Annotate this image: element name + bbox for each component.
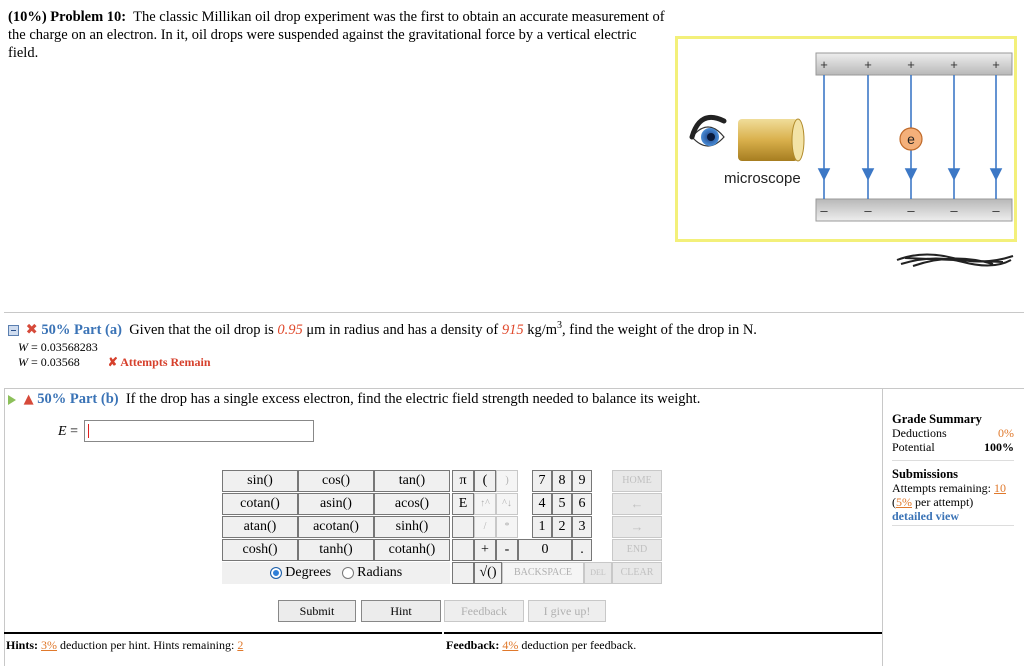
per-attempt-row: (5% per attempt) — [892, 495, 974, 509]
problem-text: The classic Millikan oil drop experiment was the first to obtain an accurate measurement of the charge on an electron. In it, oil drops were suspended against the gravitational force by a vertical electric field. — [8, 9, 665, 61]
density-exponent: 3 — [557, 320, 563, 331]
cotan-key[interactable]: cotan() — [222, 493, 298, 515]
microscope-label: microscope — [724, 170, 801, 187]
delete-key[interactable]: DEL — [584, 562, 612, 584]
warning-icon: ▲ — [23, 392, 34, 407]
deductions-value: 0% — [998, 426, 1014, 440]
part-a-percent: 50% — [41, 321, 71, 338]
digit-2-key[interactable]: 2 — [552, 516, 572, 538]
minus-sign: – — [864, 203, 872, 218]
density-unit: kg/m — [527, 321, 558, 338]
feedback-percent: 4% — [502, 638, 519, 652]
blank-key — [452, 516, 474, 538]
part-b-title — [8, 391, 700, 408]
minus-sign: – — [992, 203, 1000, 218]
plus-sign: + — [907, 57, 915, 72]
plus-sign: + — [992, 57, 1000, 72]
divider — [882, 388, 883, 666]
asin-key[interactable]: asin() — [298, 493, 374, 515]
part-a-question-prefix: Given that the oil drop is — [129, 321, 274, 338]
plus-key[interactable]: + — [474, 539, 496, 561]
down-arrow-key[interactable]: ^↓ — [496, 493, 518, 515]
e-key[interactable]: E — [452, 493, 474, 515]
potential-row — [892, 440, 1014, 454]
drop-label: e — [907, 131, 915, 147]
part-b-question: If the drop has a single excess electron, find the electric field strength needed to balance its weight. — [125, 391, 701, 407]
problem-statement — [8, 8, 668, 62]
per-attempt-label: per attempt) — [915, 495, 974, 509]
minus-sign: – — [820, 203, 828, 218]
part-a-question-suffix: , find the weight of the drop in N. — [562, 321, 757, 338]
up-arrow-key[interactable]: ↑^ — [474, 493, 496, 515]
digit-4-key[interactable]: 4 — [532, 493, 552, 515]
answer-var: W — [18, 355, 28, 369]
home-key[interactable]: HOME — [612, 470, 662, 492]
pi-key[interactable]: π — [452, 470, 474, 492]
answer-equals: = — [70, 424, 78, 439]
acotan-key[interactable]: acotan() — [298, 516, 374, 538]
tanh-key[interactable]: tanh() — [298, 539, 374, 561]
per-attempt-value: 5% — [896, 495, 912, 509]
problem-weight: (10%) — [8, 9, 47, 25]
grade-summary — [892, 412, 1014, 526]
angle-mode-group — [222, 562, 450, 584]
open-paren-key[interactable]: ( — [474, 470, 496, 492]
calculator — [222, 470, 664, 586]
atan-key[interactable]: atan() — [222, 516, 298, 538]
radius-value: 0.95 — [277, 321, 303, 338]
acos-key[interactable]: acos() — [374, 493, 450, 515]
digit-5-key[interactable]: 5 — [552, 493, 572, 515]
hints-percent: 3% — [41, 638, 58, 652]
left-arrow-key[interactable]: ← — [612, 493, 662, 515]
blank-key — [452, 562, 474, 584]
digit-9-key[interactable]: 9 — [572, 470, 592, 492]
divider — [892, 460, 1014, 461]
plus-sign: + — [950, 57, 958, 72]
signature-scribble — [893, 248, 1018, 270]
potential-value: 100% — [984, 440, 1014, 454]
answer-input[interactable] — [84, 420, 314, 442]
sin-key[interactable]: sin() — [222, 470, 298, 492]
feedback-label: Feedback: — [446, 638, 500, 652]
right-arrow-key[interactable]: → — [612, 516, 662, 538]
blank-key — [452, 539, 474, 561]
attempts-row — [892, 481, 1014, 495]
give-up-button[interactable]: I give up! — [528, 600, 606, 622]
dot-key[interactable]: . — [572, 539, 592, 561]
density-value: 915 — [501, 321, 524, 338]
attempts-remain-badge: ✘ Attempts Remain — [107, 355, 211, 369]
attempts-value: 10 — [993, 481, 1006, 495]
answer-value: = 0.03568283 — [31, 340, 98, 354]
answer-value: = 0.03568 — [31, 355, 80, 369]
digit-6-key[interactable]: 6 — [572, 493, 592, 515]
clear-key[interactable]: CLEAR — [612, 562, 662, 584]
digit-8-key[interactable]: 8 — [552, 470, 572, 492]
submissions-title: Submissions — [892, 467, 959, 481]
degrees-label: Degrees — [285, 565, 332, 580]
divide-key[interactable]: / — [474, 516, 496, 538]
detailed-view-link[interactable]: detailed view — [892, 509, 1014, 526]
plus-sign: + — [864, 57, 872, 72]
answer-var: E — [58, 424, 67, 439]
cotanh-key[interactable]: cotanh() — [374, 539, 450, 561]
radians-label: Radians — [357, 565, 403, 580]
expand-arrow-icon[interactable] — [8, 395, 16, 405]
microscope-tube — [738, 119, 798, 161]
submit-button[interactable]: Submit — [278, 600, 356, 622]
part-a-label: Part (a) — [74, 321, 122, 338]
answer-var: W — [18, 340, 28, 354]
hints-bar — [4, 632, 442, 666]
cosh-key[interactable]: cosh() — [222, 539, 298, 561]
minus-key[interactable]: - — [496, 539, 518, 561]
hint-button[interactable]: Hint — [361, 600, 441, 622]
digit-0-key[interactable]: 0 — [518, 539, 572, 561]
tan-key[interactable]: tan() — [374, 470, 450, 492]
answer-history-1 — [18, 340, 98, 355]
hints-remaining: 2 — [237, 638, 244, 652]
millikan-diagram — [678, 39, 1014, 239]
part-b-label: Part (b) — [69, 391, 119, 407]
hints-text: deduction per hint. Hints remaining: — [60, 638, 235, 652]
close-paren-key[interactable]: ) — [496, 470, 518, 492]
answer-label — [58, 424, 78, 440]
end-key[interactable]: END — [612, 539, 662, 561]
potential-label: Potential — [892, 440, 935, 454]
feedback-bar — [444, 632, 882, 666]
digit-7-key[interactable]: 7 — [532, 470, 552, 492]
incorrect-icon: ✖ — [25, 321, 38, 338]
part-b-percent: 50% — [37, 391, 67, 407]
degrees-radio[interactable] — [270, 567, 282, 579]
radians-radio[interactable] — [342, 567, 354, 579]
minus-sign: – — [950, 203, 958, 218]
answer-history-2 — [18, 355, 211, 370]
feedback-button[interactable]: Feedback — [444, 600, 524, 622]
deductions-label: Deductions — [892, 426, 947, 440]
grade-summary-title: Grade Summary — [892, 412, 982, 426]
digit-1-key[interactable]: 1 — [532, 516, 552, 538]
attempts-label: Attempts remaining: — [892, 481, 991, 495]
attempts-remain-text: Attempts Remain — [120, 355, 211, 369]
collapse-icon[interactable] — [8, 325, 19, 336]
feedback-text: deduction per feedback. — [521, 638, 637, 652]
sqrt-key[interactable]: √() — [474, 562, 502, 584]
part-a — [8, 320, 1018, 380]
divider — [4, 312, 1024, 313]
minus-sign: – — [907, 203, 915, 218]
part-a-title-line — [8, 320, 757, 339]
text-cursor — [88, 424, 89, 438]
millikan-figure — [675, 36, 1017, 242]
backspace-key[interactable]: BACKSPACE — [502, 562, 584, 584]
deductions-row — [892, 426, 1014, 440]
eye-icon — [692, 117, 724, 146]
multiply-key[interactable]: * — [496, 516, 518, 538]
hints-label: Hints: — [6, 638, 39, 652]
digit-3-key[interactable]: 3 — [572, 516, 592, 538]
sinh-key[interactable]: sinh() — [374, 516, 450, 538]
plus-sign: + — [820, 57, 828, 72]
problem-number: Problem 10: — [50, 9, 127, 25]
cos-key[interactable]: cos() — [298, 470, 374, 492]
radius-unit: μm in radius and has a density of — [306, 321, 499, 338]
